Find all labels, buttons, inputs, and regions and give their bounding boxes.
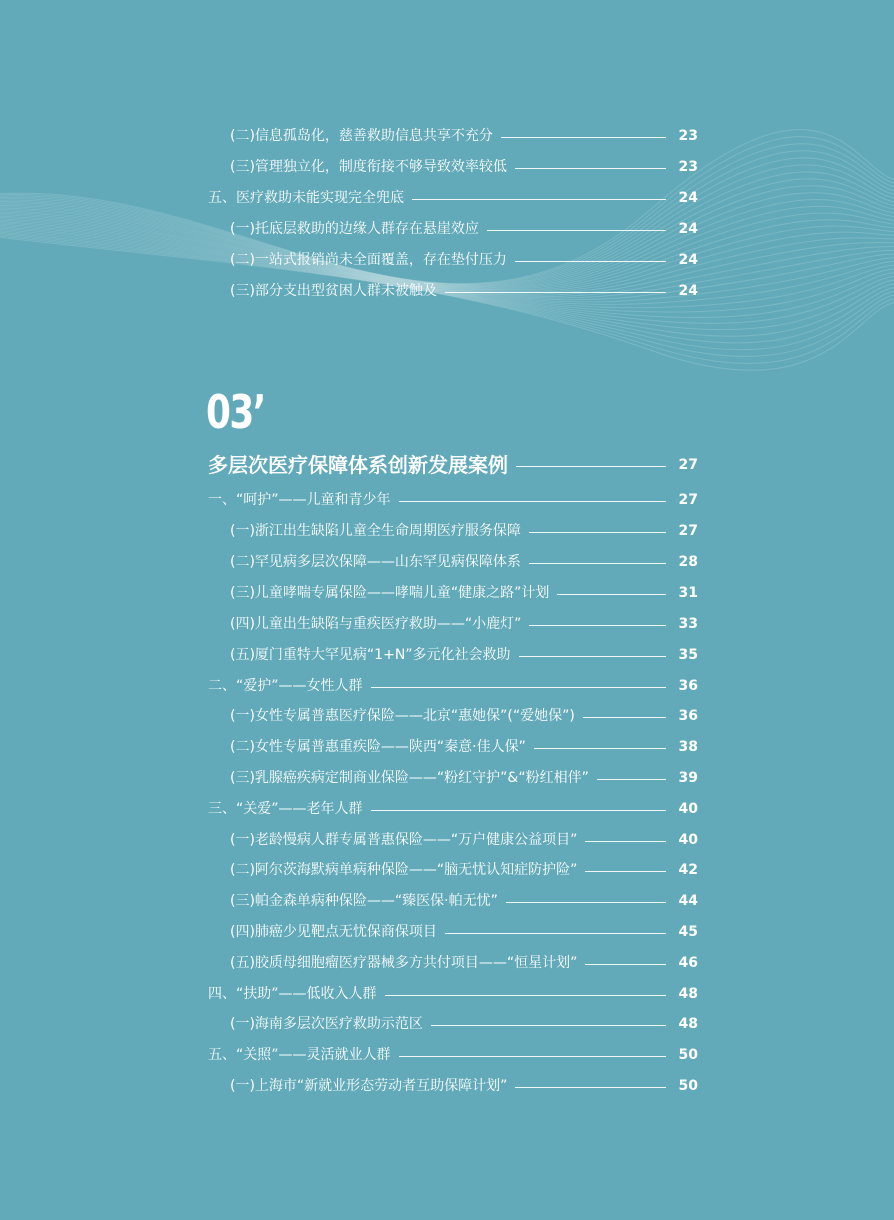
toc-item[interactable]: [230, 248, 698, 272]
toc-item-page: 48: [678, 1016, 698, 1032]
toc-item-page: 45: [678, 924, 698, 940]
toc-item-label: (三)乳腺癌疾病定制商业保险——“粉红守护”&“粉红相伴”: [230, 770, 589, 786]
toc-item[interactable]: [230, 735, 698, 759]
toc-item-label: (四)儿童出生缺陷与重疾医疗救助——“小鹿灯”: [230, 616, 522, 632]
toc-item-label: (五)厦门重特大罕见病“1+N”多元化社会救助: [230, 647, 511, 663]
toc-item-page: 33: [678, 616, 698, 632]
section-number-digits: 03: [206, 385, 253, 439]
toc-leader-line: [515, 261, 666, 262]
toc-item-page: 24: [678, 252, 698, 268]
toc-item-label: (五)胶质母细胞瘤医疗器械多方共付项目——“恒星计划”: [230, 955, 578, 971]
toc-item[interactable]: [230, 889, 698, 913]
toc-item[interactable]: [230, 766, 698, 790]
toc-leader-line: [431, 1025, 666, 1026]
toc-item-label: (二)罕见病多层次保障——山东罕见病保障体系: [230, 554, 521, 570]
toc-item-page: 24: [678, 283, 698, 299]
toc-item-label: (四)肺癌少见靶点无忧保商保项目: [230, 924, 437, 940]
toc-leader-line: [371, 810, 666, 811]
toc-item-label: (一)老龄慢病人群专属普惠保险——“万户健康公益项目”: [230, 832, 578, 848]
toc-leader-line: [585, 964, 666, 965]
toc-item-label: 五、“关照”——灵活就业人群: [208, 1047, 391, 1063]
toc-item-page: 50: [678, 1047, 698, 1063]
toc-item[interactable]: [230, 1074, 698, 1098]
toc-leader-line: [445, 933, 666, 934]
toc-item-page: 36: [678, 678, 698, 694]
toc-leader-line: [385, 995, 666, 996]
toc-item[interactable]: [230, 828, 698, 852]
toc-item-label: (二)一站式报销尚未全面覆盖，存在垫付压力: [230, 252, 507, 268]
toc-item-label: (三)帕金森单病种保险——“臻医保·帕无忧”: [230, 893, 498, 909]
toc-item-page: 24: [678, 190, 698, 206]
toc-item-label: 三、“关爱”——老年人群: [208, 801, 363, 817]
toc-leader-line: [445, 292, 666, 293]
toc-leader-line: [529, 563, 666, 564]
section-number: [206, 384, 265, 440]
toc-item-page: 23: [678, 159, 698, 175]
toc-leader-line: [371, 687, 666, 688]
section-number-tick: ’: [252, 385, 265, 439]
toc-item[interactable]: [230, 519, 698, 543]
toc-item[interactable]: [208, 982, 698, 1006]
toc-item-page: 27: [678, 492, 698, 508]
toc-item[interactable]: [208, 186, 698, 210]
toc-item-page: 31: [678, 585, 698, 601]
toc-item-page: 28: [678, 554, 698, 570]
toc-item[interactable]: [208, 674, 698, 698]
toc-item-label: (一)海南多层次医疗救助示范区: [230, 1016, 423, 1032]
toc-item-label: (二)阿尔茨海默病单病种保险——“脑无忧认知症防护险”: [230, 862, 578, 878]
toc-item-label: 五、医疗救助未能实现完全兜底: [208, 190, 404, 206]
toc-item-label: (二)信息孤岛化，慈善救助信息共享不充分: [230, 128, 493, 144]
toc-item[interactable]: [230, 1012, 698, 1036]
toc-item[interactable]: [230, 581, 698, 605]
toc-item-label: (三)管理独立化，制度衔接不够导致效率较低: [230, 159, 507, 175]
toc-item-page: 39: [678, 770, 698, 786]
toc-leader-line: [399, 1056, 666, 1057]
toc-leader-line: [516, 466, 666, 467]
toc-leader-line: [515, 168, 666, 169]
toc-leader-line: [585, 871, 666, 872]
toc-item-page: 23: [678, 128, 698, 144]
toc-leader-line: [412, 199, 666, 200]
toc-leader-line: [534, 748, 666, 749]
toc-leader-line: [519, 656, 666, 657]
toc-item-page: 27: [678, 523, 698, 539]
section-title-page: 27: [678, 457, 698, 473]
toc-leader-line: [501, 137, 666, 138]
toc-leader-line: [529, 532, 666, 533]
toc-item-label: (三)部分支出型贫困人群未被触及: [230, 283, 437, 299]
toc-item-page: 24: [678, 221, 698, 237]
toc-leader-line: [597, 779, 666, 780]
toc-item-label: (一)浙江出生缺陷儿童全生命周期医疗服务保障: [230, 523, 521, 539]
toc-item-page: 40: [678, 801, 698, 817]
toc-leader-line: [487, 230, 666, 231]
toc-leader-line: [529, 625, 666, 626]
toc-leader-line: [557, 594, 666, 595]
toc-item-label: (一)托底层救助的边缘人群存在悬崖效应: [230, 221, 479, 237]
toc-item-label: (一)女性专属普惠医疗保险——北京“惠她保”(“爱她保”): [230, 708, 575, 724]
toc-leader-line: [585, 841, 666, 842]
toc-item-page: 44: [678, 893, 698, 909]
toc-item-label: 一、“呵护”——儿童和青少年: [208, 492, 391, 508]
toc-item-page: 42: [678, 862, 698, 878]
toc-item[interactable]: [230, 217, 698, 241]
toc-item[interactable]: [230, 550, 698, 574]
toc-item-label: (三)儿童哮喘专属保险——哮喘儿童“健康之路”计划: [230, 585, 550, 601]
section-title: 多层次医疗保障体系创新发展案例: [208, 453, 508, 477]
toc-item[interactable]: [230, 279, 698, 303]
toc-item-page: 48: [678, 986, 698, 1002]
toc-item[interactable]: [208, 797, 698, 821]
toc-item[interactable]: [230, 951, 698, 975]
toc-item[interactable]: [230, 643, 698, 667]
toc-item-page: 50: [678, 1078, 698, 1094]
toc-item-label: 四、“扶助”——低收入人群: [208, 986, 377, 1002]
toc-item-page: 35: [678, 647, 698, 663]
toc-item-label: (一)上海市“新就业形态劳动者互助保障计划”: [230, 1078, 508, 1094]
toc-leader-line: [583, 717, 666, 718]
section-title-row[interactable]: [208, 451, 698, 479]
toc-leader-line: [515, 1087, 666, 1088]
toc-leader-line: [506, 902, 666, 903]
toc-item[interactable]: [230, 920, 698, 944]
toc-item[interactable]: [230, 155, 698, 179]
toc-item-label: (二)女性专属普惠重疾险——陕西“秦意·佳人保”: [230, 739, 526, 755]
toc-item[interactable]: [230, 124, 698, 148]
toc-item[interactable]: [230, 704, 698, 728]
toc-item-page: 36: [678, 708, 698, 724]
toc-item[interactable]: [230, 612, 698, 636]
toc-item-page: 46: [678, 955, 698, 971]
toc-item-label: 二、“爱护”——女性人群: [208, 678, 363, 694]
toc-item-page: 38: [678, 739, 698, 755]
toc-item-page: 40: [678, 832, 698, 848]
toc-item[interactable]: [208, 488, 698, 512]
toc-item[interactable]: [208, 1043, 698, 1067]
toc-item[interactable]: [230, 858, 698, 882]
toc-leader-line: [399, 501, 666, 502]
